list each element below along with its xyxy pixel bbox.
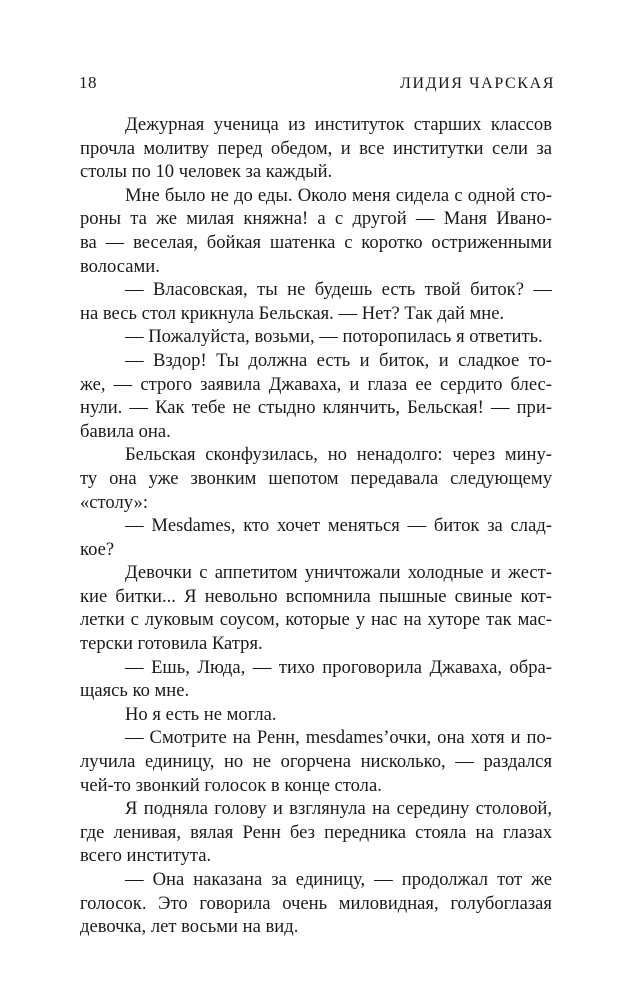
text-line: — Вздор! Ты должна есть и биток, и сладкое то- [125, 349, 552, 371]
text-line: девочка, лет восьми на вид. [80, 916, 299, 938]
text-line: Я подняла голову и взглянула на середину столовой, [125, 798, 552, 820]
text-line: — Она наказана за единицу, — продолжал тот же [125, 869, 552, 890]
text-line: голосок. Это говорила очень миловидная, голубоглазая [80, 892, 552, 914]
paragraph [80, 443, 552, 514]
text-line: чей-то звонкий голосок в конце стола. [80, 774, 382, 796]
paragraph [80, 514, 552, 561]
text-line: — Пожалуйста, возьми, — поторопилась я ответить. [125, 326, 543, 348]
text-line: «столу»: [80, 491, 148, 513]
paragraph [80, 184, 552, 278]
text-line: — Смотрите на Ренн, mesdames’очки, она хотя и по- [125, 727, 552, 749]
text-line: где ленивая, вялая Ренн без передника стояла на глазах [80, 821, 552, 843]
paragraph [80, 797, 552, 868]
text-line: роны та же милая княжна! а с другой — Маня Ивано- [80, 208, 552, 230]
paragraph [80, 113, 552, 184]
text-line: кое? [80, 538, 115, 560]
text-line: терски готовила Катря. [80, 633, 263, 655]
text-line: летки с луковым соусом, которые у нас на хуторе так мас- [80, 609, 552, 631]
paragraph [80, 349, 552, 443]
paragraph [80, 325, 552, 349]
paragraph [80, 703, 552, 727]
text-line: кие битки... Я невольно вспомнила пышные свиные кот- [80, 585, 552, 607]
running-head [79, 73, 555, 97]
text-line: прочла молитву перед обедом, и все институтки сели за [80, 137, 552, 159]
running-title: ЛИДИЯ ЧАРСКАЯ [400, 75, 555, 92]
paragraph [80, 561, 552, 655]
paragraph [80, 868, 552, 939]
text-line: ва — веселая, бойкая шатенка с коротко остриженными [80, 231, 552, 253]
text-line: Бельская сконфузилась, но ненадолго: через мину- [125, 444, 552, 466]
paragraph [80, 726, 552, 797]
text-line: на весь стол крикнула Бельская. — Нет? Так дай мне. [80, 302, 505, 324]
paragraph [80, 278, 552, 325]
body-text [80, 113, 552, 939]
text-line: всего института. [80, 845, 212, 867]
text-line: же, — строго заявила Джаваха, и глаза ее сердито блес- [80, 373, 552, 395]
text-line: лучила единицу, но не огорчена нисколько, — раздался [80, 751, 552, 773]
text-line: Но я есть не могла. [125, 703, 277, 725]
text-line: — Ешь, Люда, — тихо проговорила Джаваха, обра- [125, 656, 552, 678]
text-line: столы по 10 человек за каждый. [80, 161, 333, 183]
text-line: нули. — Как тебе не стыдно клянчить, Бельская! — при- [80, 397, 552, 419]
text-line: щаясь ко мне. [80, 680, 190, 702]
text-line: бавила она. [80, 420, 171, 442]
text-line: — Mesdames, кто хочет меняться — биток за слад- [125, 515, 552, 537]
paragraph [80, 656, 552, 703]
text-line: ту она уже звонким шепотом передавала следующему [80, 467, 552, 489]
text-line: Мне было не до еды. Около меня сидела с одной сто- [125, 184, 552, 206]
text-line: Девочки с аппетитом уничтожали холодные и жест- [125, 562, 552, 584]
text-line: волосами. [80, 255, 160, 277]
text-line: Дежурная ученица из институток старших классов [125, 114, 552, 135]
page-number: 18 [79, 73, 97, 92]
text-line: — Власовская, ты не будешь есть твой биток? — [125, 279, 552, 301]
